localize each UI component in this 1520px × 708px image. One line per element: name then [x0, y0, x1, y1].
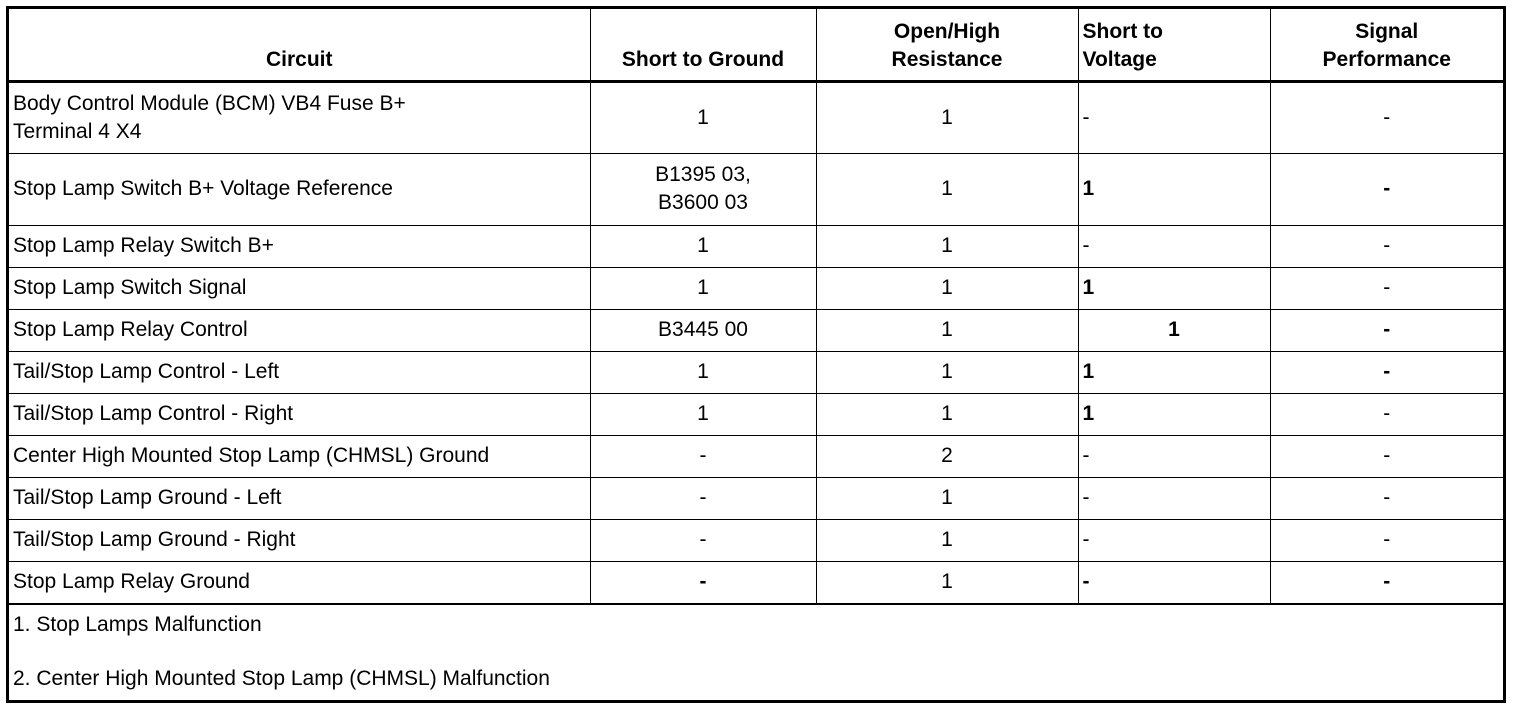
cell-short-to-ground: 1	[590, 267, 816, 309]
cell-signal-performance: -	[1270, 477, 1503, 519]
cell-short-to-voltage: 1	[1078, 309, 1270, 351]
cell-circuit: Stop Lamp Relay Switch B+	[9, 225, 590, 267]
cell-circuit: Center High Mounted Stop Lamp (CHMSL) Ground	[9, 435, 590, 477]
cell-circuit: Tail/Stop Lamp Ground - Left	[9, 477, 590, 519]
cell-short-to-voltage: -	[1078, 477, 1270, 519]
cell-short-to-ground: -	[590, 477, 816, 519]
cell-open-high-resistance: 1	[816, 561, 1078, 603]
cell-signal-performance: -	[1270, 225, 1503, 267]
table-row	[9, 225, 1503, 267]
cell-open-high-resistance: 1	[816, 267, 1078, 309]
table-footnotes	[9, 604, 1503, 693]
cell-short-to-ground: 1	[590, 351, 816, 393]
header-circuit: Circuit	[9, 9, 590, 81]
cell-circuit: Stop Lamp Relay Ground	[9, 561, 590, 603]
cell-short-to-ground: -	[590, 561, 816, 603]
header-short-to-ground: Short to Ground	[590, 9, 816, 81]
cell-circuit: Body Control Module (BCM) VB4 Fuse B+ Terminal 4 X4	[9, 81, 590, 153]
cell-signal-performance: -	[1270, 519, 1503, 561]
header-short-to-voltage: Short to Voltage	[1078, 9, 1270, 81]
cell-short-to-voltage: -	[1078, 519, 1270, 561]
table-row	[9, 309, 1503, 351]
cell-short-to-voltage: -	[1078, 561, 1270, 603]
cell-circuit: Tail/Stop Lamp Control - Right	[9, 393, 590, 435]
cell-short-to-ground: B1395 03, B3600 03	[590, 153, 816, 225]
cell-circuit: Tail/Stop Lamp Ground - Right	[9, 519, 590, 561]
cell-short-to-voltage: 1	[1078, 393, 1270, 435]
cell-signal-performance: -	[1270, 267, 1503, 309]
table-row	[9, 153, 1503, 225]
footnote-2: 2. Center High Mounted Stop Lamp (CHMSL) Malfunction	[13, 666, 550, 690]
cell-signal-performance: -	[1270, 561, 1503, 603]
table-row	[9, 81, 1503, 153]
cell-open-high-resistance: 1	[816, 153, 1078, 225]
table-row	[9, 351, 1503, 393]
header-signal-performance: Signal Performance	[1270, 9, 1503, 81]
cell-signal-performance: -	[1270, 351, 1503, 393]
cell-signal-performance: -	[1270, 393, 1503, 435]
cell-short-to-ground: 1	[590, 225, 816, 267]
cell-signal-performance: -	[1270, 435, 1503, 477]
table-row	[9, 267, 1503, 309]
table-row	[9, 561, 1503, 603]
cell-open-high-resistance: 1	[816, 351, 1078, 393]
circuit-test-table	[9, 9, 1503, 604]
cell-short-to-voltage: -	[1078, 225, 1270, 267]
cell-short-to-voltage: 1	[1078, 267, 1270, 309]
cell-short-to-ground: 1	[590, 393, 816, 435]
cell-circuit: Stop Lamp Switch B+ Voltage Reference	[9, 153, 590, 225]
cell-signal-performance: -	[1270, 81, 1503, 153]
cell-short-to-voltage: -	[1078, 81, 1270, 153]
cell-open-high-resistance: 2	[816, 435, 1078, 477]
cell-short-to-ground: B3445 00	[590, 309, 816, 351]
cell-short-to-ground: -	[590, 519, 816, 561]
cell-open-high-resistance: 1	[816, 81, 1078, 153]
cell-circuit: Stop Lamp Relay Control	[9, 309, 590, 351]
cell-open-high-resistance: 1	[816, 477, 1078, 519]
cell-open-high-resistance: 1	[816, 309, 1078, 351]
header-open-high-resistance: Open/High Resistance	[816, 9, 1078, 81]
table-row	[9, 519, 1503, 561]
cell-open-high-resistance: 1	[816, 519, 1078, 561]
circuit-test-table-frame	[6, 6, 1506, 703]
table-row	[9, 435, 1503, 477]
table-header-row	[9, 9, 1503, 81]
cell-short-to-ground: 1	[590, 81, 816, 153]
cell-open-high-resistance: 1	[816, 225, 1078, 267]
cell-short-to-voltage: 1	[1078, 153, 1270, 225]
table-row	[9, 477, 1503, 519]
cell-short-to-voltage: -	[1078, 435, 1270, 477]
cell-open-high-resistance: 1	[816, 393, 1078, 435]
footnote-1: 1. Stop Lamps Malfunction	[13, 612, 262, 636]
cell-signal-performance: -	[1270, 153, 1503, 225]
table-row	[9, 393, 1503, 435]
cell-short-to-ground: -	[590, 435, 816, 477]
cell-signal-performance: -	[1270, 309, 1503, 351]
cell-circuit: Stop Lamp Switch Signal	[9, 267, 590, 309]
cell-circuit: Tail/Stop Lamp Control - Left	[9, 351, 590, 393]
cell-short-to-voltage: 1	[1078, 351, 1270, 393]
